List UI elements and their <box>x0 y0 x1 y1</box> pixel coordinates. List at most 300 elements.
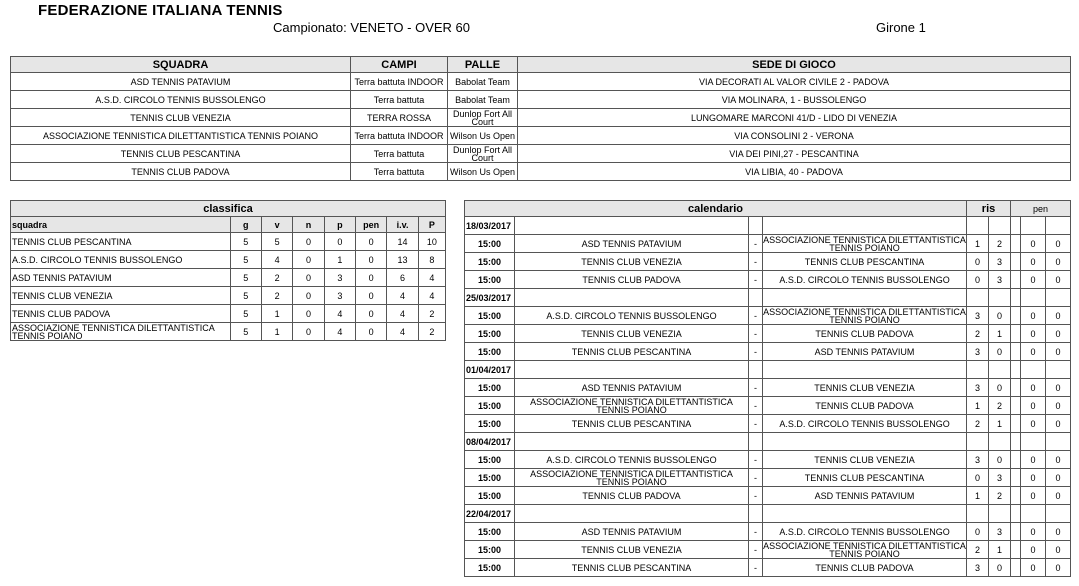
squadra-cell: ASD TENNIS PATAVIUM <box>11 73 351 91</box>
date-row <box>465 289 1071 307</box>
pen-away: 0 <box>1046 451 1071 469</box>
stat-n-cell: 0 <box>293 305 324 323</box>
score-home: 3 <box>967 559 989 577</box>
empty-cell <box>1011 217 1021 235</box>
pen-away: 0 <box>1046 325 1071 343</box>
stat-n-cell: 0 <box>293 323 324 341</box>
empty-cell <box>749 289 763 307</box>
empty-cell <box>763 505 967 523</box>
empty-cell <box>967 289 989 307</box>
score-home: 3 <box>967 379 989 397</box>
separator: - <box>749 271 763 289</box>
pen-home: 0 <box>1021 379 1046 397</box>
ris-header: ris <box>967 201 1011 217</box>
stat-iv-cell: 4 <box>387 323 418 341</box>
spacer-cell <box>1011 325 1021 343</box>
away-team: TENNIS CLUB PADOVA <box>763 397 967 415</box>
empty-cell <box>763 433 967 451</box>
empty-cell <box>967 433 989 451</box>
calendario-title: calendario <box>465 201 967 217</box>
score-home: 1 <box>967 487 989 505</box>
home-team: TENNIS CLUB PESCANTINA <box>515 415 749 433</box>
empty-cell <box>749 433 763 451</box>
home-team: TENNIS CLUB PESCANTINA <box>515 559 749 577</box>
col-punti: P <box>418 217 445 233</box>
date-row <box>465 433 1071 451</box>
stat-v-cell: 2 <box>261 287 292 305</box>
match-time: 15:00 <box>465 397 515 415</box>
stat-v-cell: 1 <box>261 305 292 323</box>
table-row <box>11 323 446 341</box>
match-row <box>465 379 1071 397</box>
away-team: ASD TENNIS PATAVIUM <box>763 487 967 505</box>
stat-P-cell: 8 <box>418 251 445 269</box>
table-row <box>11 233 446 251</box>
score-home: 0 <box>967 469 989 487</box>
pen-header: pen <box>1011 201 1071 217</box>
stat-P-cell: 2 <box>418 323 445 341</box>
table-row <box>11 251 446 269</box>
away-team: A.S.D. CIRCOLO TENNIS BUSSOLENGO <box>763 523 967 541</box>
classifica-body <box>11 233 446 341</box>
away-team: A.S.D. CIRCOLO TENNIS BUSSOLENGO <box>763 271 967 289</box>
stat-g-cell: 5 <box>230 233 261 251</box>
stat-P-cell: 10 <box>418 233 445 251</box>
separator: - <box>749 235 763 253</box>
away-team: TENNIS CLUB PADOVA <box>763 325 967 343</box>
spacer-cell <box>1011 451 1021 469</box>
match-date: 18/03/2017 <box>465 217 515 235</box>
away-team: ASSOCIAZIONE TENNISTICA DILETTANTISTICA TENNIS POIANO <box>763 306 966 325</box>
empty-cell <box>749 217 763 235</box>
score-home: 2 <box>967 541 989 559</box>
date-row <box>465 361 1071 379</box>
empty-cell <box>1021 289 1046 307</box>
stat-pen-cell: 0 <box>356 323 387 341</box>
squadra-cell: ASSOCIAZIONE TENNISTICA DILETTANTISTICA TENNIS POIANO <box>11 127 351 145</box>
away-team: TENNIS CLUB PESCANTINA <box>763 253 967 271</box>
score-away: 0 <box>989 559 1011 577</box>
stat-pen-cell: 0 <box>356 305 387 323</box>
home-team: A.S.D. CIRCOLO TENNIS BUSSOLENGO <box>515 307 749 325</box>
match-row <box>465 487 1071 505</box>
away-team: TENNIS CLUB PADOVA <box>763 559 967 577</box>
home-team: TENNIS CLUB PADOVA <box>515 271 749 289</box>
spacer-cell <box>1011 541 1021 559</box>
away-team: ASSOCIAZIONE TENNISTICA DILETTANTISTICA TENNIS POIANO <box>763 234 966 253</box>
team-name-cell: TENNIS CLUB PADOVA <box>11 305 231 323</box>
stat-n-cell: 0 <box>293 269 324 287</box>
classifica-title: classifica <box>11 201 446 217</box>
match-time: 15:00 <box>465 307 515 325</box>
match-time: 15:00 <box>465 487 515 505</box>
empty-cell <box>1046 217 1071 235</box>
stat-v-cell: 5 <box>261 233 292 251</box>
stat-g-cell: 5 <box>230 323 261 341</box>
pen-away: 0 <box>1046 253 1071 271</box>
sede-cell: VIA CONSOLINI 2 - VERONA <box>518 127 1071 145</box>
match-time: 15:00 <box>465 523 515 541</box>
home-team: ASSOCIAZIONE TENNISTICA DILETTANTISTICA TENNIS POIANO <box>515 397 749 415</box>
col-p: p <box>324 217 355 233</box>
away-team: TENNIS CLUB VENEZIA <box>763 379 967 397</box>
empty-cell <box>1046 361 1071 379</box>
empty-cell <box>515 289 749 307</box>
separator: - <box>749 343 763 361</box>
match-time: 15:00 <box>465 325 515 343</box>
classifica-columns-row <box>11 217 446 233</box>
pen-away: 0 <box>1046 415 1071 433</box>
stat-P-cell: 2 <box>418 305 445 323</box>
match-row <box>465 415 1071 433</box>
pen-away: 0 <box>1046 379 1071 397</box>
pen-away: 0 <box>1046 487 1071 505</box>
separator: - <box>749 469 763 487</box>
table-row <box>11 145 1071 163</box>
team-name-cell: ASD TENNIS PATAVIUM <box>11 269 231 287</box>
away-team: TENNIS CLUB VENEZIA <box>763 451 967 469</box>
empty-cell <box>989 433 1011 451</box>
sede-cell: VIA DECORATI AL VALOR CIVILE 2 - PADOVA <box>518 73 1071 91</box>
team-name-cell: ASSOCIAZIONE TENNISTICA DILETTANTISTICA TENNIS POIANO <box>11 323 231 341</box>
sede-cell: LUNGOMARE MARCONI 41/D - LIDO DI VENEZIA <box>518 109 1071 127</box>
score-home: 0 <box>967 523 989 541</box>
stat-p-cell: 3 <box>324 269 355 287</box>
pen-home: 0 <box>1021 541 1046 559</box>
score-away: 2 <box>989 235 1011 253</box>
stat-p-cell: 3 <box>324 287 355 305</box>
pen-home: 0 <box>1021 253 1046 271</box>
away-team: ASD TENNIS PATAVIUM <box>763 343 967 361</box>
sede-cell: VIA LIBIA, 40 - PADOVA <box>518 163 1071 181</box>
pen-away: 0 <box>1046 271 1071 289</box>
campi-cell: Terra battuta <box>351 91 448 109</box>
empty-cell <box>989 289 1011 307</box>
palle-cell: Wilson Us Open <box>448 127 518 145</box>
empty-cell <box>763 361 967 379</box>
separator: - <box>749 325 763 343</box>
stat-v-cell: 4 <box>261 251 292 269</box>
match-date: 01/04/2017 <box>465 361 515 379</box>
calendario-body <box>465 217 1071 577</box>
away-team: TENNIS CLUB PESCANTINA <box>763 469 967 487</box>
match-time: 15:00 <box>465 343 515 361</box>
home-team: ASD TENNIS PATAVIUM <box>515 523 749 541</box>
empty-cell <box>749 505 763 523</box>
match-row <box>465 469 1071 487</box>
squadra-cell: A.S.D. CIRCOLO TENNIS BUSSOLENGO <box>11 91 351 109</box>
score-home: 0 <box>967 253 989 271</box>
score-home: 3 <box>967 343 989 361</box>
stat-iv-cell: 4 <box>387 287 418 305</box>
table-row <box>11 73 1071 91</box>
pen-home: 0 <box>1021 307 1046 325</box>
sede-cell: VIA MOLINARA, 1 - BUSSOLENGO <box>518 91 1071 109</box>
separator: - <box>749 397 763 415</box>
score-home: 3 <box>967 307 989 325</box>
table-row <box>11 127 1071 145</box>
match-time: 15:00 <box>465 379 515 397</box>
match-row <box>465 541 1071 559</box>
campionato-label: Campionato: VENETO - OVER 60 <box>273 20 471 35</box>
girone-label: Girone 1 <box>876 20 926 35</box>
empty-cell <box>1011 433 1021 451</box>
home-team: TENNIS CLUB VENEZIA <box>515 253 749 271</box>
separator: - <box>749 253 763 271</box>
campi-header: CAMPI <box>351 57 448 73</box>
spacer-cell <box>1011 487 1021 505</box>
empty-cell <box>967 361 989 379</box>
empty-cell <box>1011 505 1021 523</box>
match-time: 15:00 <box>465 253 515 271</box>
match-row <box>465 325 1071 343</box>
squadre-header-row <box>11 57 1071 73</box>
spacer-cell <box>1011 307 1021 325</box>
stat-g-cell: 5 <box>230 251 261 269</box>
empty-cell <box>1046 289 1071 307</box>
separator: - <box>749 415 763 433</box>
separator: - <box>749 451 763 469</box>
table-row <box>11 269 446 287</box>
col-squadra: squadra <box>11 217 231 233</box>
match-time: 15:00 <box>465 559 515 577</box>
empty-cell <box>515 433 749 451</box>
squadra-cell: TENNIS CLUB VENEZIA <box>11 109 351 127</box>
pen-home: 0 <box>1021 559 1046 577</box>
calendario-header-row <box>465 201 1071 217</box>
stat-g-cell: 5 <box>230 287 261 305</box>
pen-away: 0 <box>1046 469 1071 487</box>
pen-home: 0 <box>1021 451 1046 469</box>
table-row <box>11 109 1071 127</box>
stat-p-cell: 4 <box>324 323 355 341</box>
score-home: 3 <box>967 451 989 469</box>
match-row <box>465 397 1071 415</box>
empty-cell <box>1021 361 1046 379</box>
score-away: 3 <box>989 271 1011 289</box>
empty-cell <box>515 361 749 379</box>
stat-p-cell: 4 <box>324 305 355 323</box>
score-home: 2 <box>967 325 989 343</box>
stat-pen-cell: 0 <box>356 233 387 251</box>
score-away: 0 <box>989 451 1011 469</box>
match-time: 15:00 <box>465 541 515 559</box>
away-team: A.S.D. CIRCOLO TENNIS BUSSOLENGO <box>763 415 967 433</box>
score-away: 3 <box>989 469 1011 487</box>
stat-iv-cell: 6 <box>387 269 418 287</box>
match-row <box>465 271 1071 289</box>
spacer-cell <box>1011 379 1021 397</box>
empty-cell <box>989 361 1011 379</box>
pen-home: 0 <box>1021 487 1046 505</box>
squadre-body <box>11 73 1071 181</box>
home-team: TENNIS CLUB PESCANTINA <box>515 343 749 361</box>
score-away: 3 <box>989 523 1011 541</box>
score-away: 2 <box>989 397 1011 415</box>
campi-cell: Terra battuta INDOOR <box>351 127 448 145</box>
palle-cell: Dunlop Fort All Court <box>448 109 518 127</box>
date-row <box>465 505 1071 523</box>
table-row <box>11 91 1071 109</box>
stat-pen-cell: 0 <box>356 269 387 287</box>
spacer-cell <box>1011 253 1021 271</box>
sede-cell: VIA DEI PINI,27 - PESCANTINA <box>518 145 1071 163</box>
separator: - <box>749 379 763 397</box>
score-home: 1 <box>967 397 989 415</box>
separator: - <box>749 523 763 541</box>
stat-v-cell: 1 <box>261 323 292 341</box>
home-team: ASD TENNIS PATAVIUM <box>515 235 749 253</box>
match-row <box>465 307 1071 325</box>
home-team: TENNIS CLUB PADOVA <box>515 487 749 505</box>
pen-home: 0 <box>1021 235 1046 253</box>
col-iv: i.v. <box>387 217 418 233</box>
palle-header: PALLE <box>448 57 518 73</box>
score-away: 0 <box>989 379 1011 397</box>
empty-cell <box>1021 433 1046 451</box>
empty-cell <box>763 289 967 307</box>
pen-home: 0 <box>1021 523 1046 541</box>
empty-cell <box>967 505 989 523</box>
spacer-cell <box>1011 523 1021 541</box>
pen-home: 0 <box>1021 469 1046 487</box>
empty-cell <box>1021 217 1046 235</box>
match-row <box>465 235 1071 253</box>
date-row <box>465 217 1071 235</box>
team-name-cell: TENNIS CLUB VENEZIA <box>11 287 231 305</box>
pen-away: 0 <box>1046 343 1071 361</box>
pen-away: 0 <box>1046 541 1071 559</box>
spacer-cell <box>1011 235 1021 253</box>
separator: - <box>749 541 763 559</box>
stat-iv-cell: 13 <box>387 251 418 269</box>
spacer-cell <box>1011 397 1021 415</box>
pen-home: 0 <box>1021 271 1046 289</box>
campi-cell: Terra battuta INDOOR <box>351 73 448 91</box>
score-away: 0 <box>989 307 1011 325</box>
stat-n-cell: 0 <box>293 287 324 305</box>
score-away: 1 <box>989 325 1011 343</box>
page-title: FEDERAZIONE ITALIANA TENNIS <box>38 2 283 19</box>
col-v: v <box>261 217 292 233</box>
away-team: ASSOCIAZIONE TENNISTICA DILETTANTISTICA TENNIS POIANO <box>763 540 966 559</box>
stat-P-cell: 4 <box>418 269 445 287</box>
pen-away: 0 <box>1046 235 1071 253</box>
empty-cell <box>1021 505 1046 523</box>
match-time: 15:00 <box>465 415 515 433</box>
pen-away: 0 <box>1046 559 1071 577</box>
stat-v-cell: 2 <box>261 269 292 287</box>
match-time: 15:00 <box>465 235 515 253</box>
squadra-cell: TENNIS CLUB PESCANTINA <box>11 145 351 163</box>
table-row <box>11 163 1071 181</box>
campi-cell: TERRA ROSSA <box>351 109 448 127</box>
squadra-cell: TENNIS CLUB PADOVA <box>11 163 351 181</box>
empty-cell <box>749 361 763 379</box>
score-away: 1 <box>989 415 1011 433</box>
score-away: 0 <box>989 343 1011 361</box>
pen-away: 0 <box>1046 523 1071 541</box>
separator: - <box>749 487 763 505</box>
spacer-cell <box>1011 415 1021 433</box>
pen-home: 0 <box>1021 415 1046 433</box>
squadra-header: SQUADRA <box>11 57 351 73</box>
empty-cell <box>1011 361 1021 379</box>
match-row <box>465 253 1071 271</box>
campi-cell: Terra battuta <box>351 163 448 181</box>
score-home: 2 <box>967 415 989 433</box>
separator: - <box>749 559 763 577</box>
pen-home: 0 <box>1021 397 1046 415</box>
match-time: 15:00 <box>465 469 515 487</box>
classifica-table <box>10 200 446 341</box>
stat-iv-cell: 14 <box>387 233 418 251</box>
empty-cell <box>989 505 1011 523</box>
empty-cell <box>967 217 989 235</box>
match-date: 08/04/2017 <box>465 433 515 451</box>
home-team: ASSOCIAZIONE TENNISTICA DILETTANTISTICA TENNIS POIANO <box>515 469 749 487</box>
pen-home: 0 <box>1021 325 1046 343</box>
empty-cell <box>763 217 967 235</box>
col-pen: pen <box>356 217 387 233</box>
score-away: 1 <box>989 541 1011 559</box>
classifica-title-row <box>11 201 446 217</box>
match-row <box>465 523 1071 541</box>
table-row <box>11 287 446 305</box>
match-row <box>465 343 1071 361</box>
home-team: ASD TENNIS PATAVIUM <box>515 379 749 397</box>
empty-cell <box>515 505 749 523</box>
separator: - <box>749 307 763 325</box>
score-home: 1 <box>967 235 989 253</box>
match-time: 15:00 <box>465 271 515 289</box>
col-n: n <box>293 217 324 233</box>
palle-cell: Babolat Team <box>448 73 518 91</box>
table-row <box>11 305 446 323</box>
spacer-cell <box>1011 271 1021 289</box>
palle-cell: Babolat Team <box>448 91 518 109</box>
team-name-cell: TENNIS CLUB PESCANTINA <box>11 233 231 251</box>
stat-pen-cell: 0 <box>356 251 387 269</box>
pen-away: 0 <box>1046 307 1071 325</box>
match-date: 25/03/2017 <box>465 289 515 307</box>
empty-cell <box>1046 433 1071 451</box>
spacer-cell <box>1011 469 1021 487</box>
home-team: A.S.D. CIRCOLO TENNIS BUSSOLENGO <box>515 451 749 469</box>
spacer-cell <box>1011 559 1021 577</box>
stat-p-cell: 1 <box>324 251 355 269</box>
pen-home: 0 <box>1021 343 1046 361</box>
stat-pen-cell: 0 <box>356 287 387 305</box>
match-row <box>465 559 1071 577</box>
campi-cell: Terra battuta <box>351 145 448 163</box>
stat-n-cell: 0 <box>293 251 324 269</box>
match-date: 22/04/2017 <box>465 505 515 523</box>
pen-away: 0 <box>1046 397 1071 415</box>
sede-header: SEDE DI GIOCO <box>518 57 1071 73</box>
empty-cell <box>1046 505 1071 523</box>
calendario-table <box>464 200 1071 577</box>
empty-cell <box>515 217 749 235</box>
stat-g-cell: 5 <box>230 269 261 287</box>
score-away: 2 <box>989 487 1011 505</box>
stat-g-cell: 5 <box>230 305 261 323</box>
match-row <box>465 451 1071 469</box>
col-g: g <box>230 217 261 233</box>
palle-cell: Wilson Us Open <box>448 163 518 181</box>
stat-n-cell: 0 <box>293 233 324 251</box>
spacer-cell <box>1011 343 1021 361</box>
